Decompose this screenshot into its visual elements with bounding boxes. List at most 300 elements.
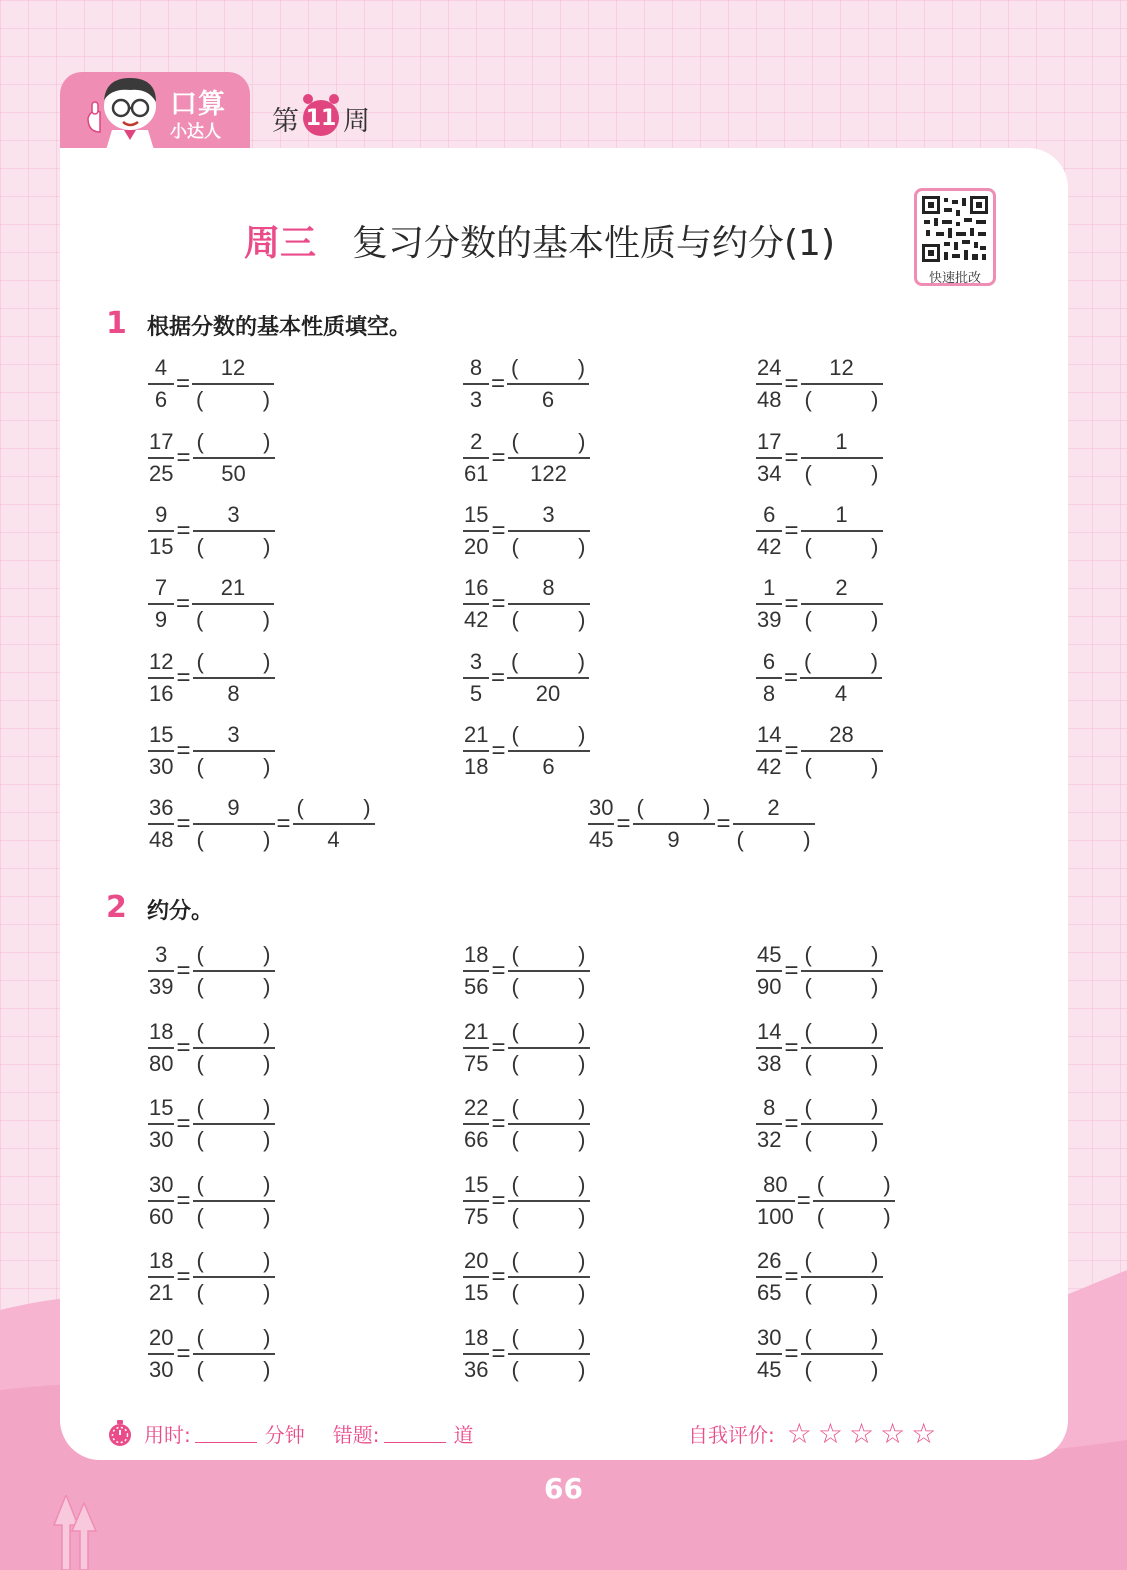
fill-in-exercise bbox=[148, 720, 275, 782]
fraction-numerator bbox=[463, 1323, 489, 1353]
answer-numerator[interactable] bbox=[193, 1093, 275, 1123]
section1-instruction: 根据分数的基本性质填空。 bbox=[147, 315, 412, 340]
fill-in-exercise bbox=[463, 720, 590, 782]
answer-fraction bbox=[508, 500, 590, 562]
left-paren: ( bbox=[511, 429, 519, 454]
answer-blank[interactable] bbox=[801, 1355, 883, 1385]
denominator-value: 45 bbox=[589, 826, 614, 852]
answer-numerator[interactable] bbox=[507, 647, 589, 677]
left-paren: ( bbox=[804, 1325, 812, 1350]
numerator-value: 2 bbox=[767, 795, 780, 820]
right-paren: ) bbox=[263, 429, 271, 454]
answer-numerator bbox=[192, 353, 274, 383]
fraction-numerator bbox=[762, 647, 776, 677]
answer-blank[interactable] bbox=[508, 1202, 590, 1232]
right-paren: ) bbox=[578, 1279, 586, 1305]
right-paren: ) bbox=[703, 795, 711, 820]
self-eval-label: 自我评价: bbox=[688, 1422, 775, 1447]
left-paren: ( bbox=[511, 1095, 519, 1120]
answer-fraction bbox=[508, 1017, 590, 1079]
given-fraction bbox=[463, 647, 489, 709]
answer-blank[interactable] bbox=[508, 532, 590, 562]
answer-numerator[interactable] bbox=[193, 940, 275, 970]
footer-left bbox=[106, 1418, 474, 1448]
fill-in-exercise bbox=[463, 427, 590, 489]
answer-denominator bbox=[293, 825, 375, 855]
fraction-numerator bbox=[463, 1017, 489, 1047]
answer-denominator[interactable] bbox=[193, 1355, 275, 1385]
numerator-value: 45 bbox=[757, 942, 782, 967]
answer-fraction bbox=[801, 573, 883, 635]
fill-in-exercise bbox=[148, 500, 275, 562]
left-paren: ( bbox=[196, 1095, 204, 1120]
answer-blank[interactable] bbox=[508, 1323, 590, 1353]
answer-fraction bbox=[801, 1246, 883, 1308]
left-paren: ( bbox=[196, 942, 204, 967]
rating-stars[interactable]: ☆☆☆☆☆ bbox=[786, 1416, 943, 1450]
answer-numerator[interactable] bbox=[193, 1246, 275, 1276]
numerator-value: 7 bbox=[154, 575, 168, 600]
left-paren: ( bbox=[196, 1126, 204, 1152]
denominator-value: 42 bbox=[464, 606, 489, 632]
answer-blank[interactable] bbox=[193, 1278, 275, 1308]
denominator-value: 65 bbox=[757, 1279, 782, 1305]
answer-denominator[interactable] bbox=[193, 972, 275, 1002]
answer-blank[interactable] bbox=[633, 793, 715, 823]
answer-blank[interactable] bbox=[193, 1246, 275, 1276]
fraction-denominator bbox=[756, 605, 782, 635]
fraction-denominator bbox=[756, 459, 782, 489]
fraction-denominator bbox=[463, 1049, 489, 1079]
answer-blank[interactable] bbox=[801, 752, 883, 782]
answer-denominator[interactable] bbox=[193, 1049, 275, 1079]
answer-denominator[interactable] bbox=[801, 1278, 883, 1308]
answer-blank[interactable] bbox=[800, 647, 882, 677]
simplify-exercise bbox=[756, 1093, 883, 1155]
answer-denominator[interactable] bbox=[193, 532, 275, 562]
fraction-denominator bbox=[463, 1355, 489, 1385]
fraction-denominator bbox=[148, 752, 174, 782]
right-paren: ) bbox=[871, 973, 879, 999]
left-paren: ( bbox=[196, 1050, 204, 1076]
chain-exercise bbox=[148, 793, 375, 855]
numerator-value: 2 bbox=[835, 575, 848, 600]
answer-blank[interactable] bbox=[508, 1125, 590, 1155]
answer-fraction bbox=[801, 1093, 883, 1155]
answer-fraction bbox=[508, 940, 590, 1002]
equals-sign: = bbox=[491, 1109, 506, 1137]
numerator-value: 21 bbox=[464, 1019, 489, 1044]
answer-blank[interactable] bbox=[508, 1170, 590, 1200]
answer-numerator bbox=[192, 573, 274, 603]
fraction-numerator bbox=[762, 1170, 788, 1200]
fraction-denominator bbox=[756, 752, 782, 782]
answer-denominator[interactable] bbox=[801, 1125, 883, 1155]
answer-fraction bbox=[508, 1170, 590, 1232]
equals-sign: = bbox=[176, 1262, 191, 1290]
answer-numerator bbox=[801, 573, 883, 603]
answer-numerator bbox=[801, 720, 883, 750]
answer-numerator[interactable] bbox=[508, 1017, 590, 1047]
answer-numerator[interactable] bbox=[508, 1246, 590, 1276]
answer-blank[interactable] bbox=[801, 605, 883, 635]
answer-blank[interactable] bbox=[801, 1049, 883, 1079]
equals-sign: = bbox=[176, 1033, 191, 1061]
answer-denominator[interactable] bbox=[192, 385, 274, 415]
right-paren: ) bbox=[578, 1325, 586, 1350]
answer-denominator[interactable] bbox=[192, 605, 274, 635]
equals-sign: = bbox=[491, 956, 506, 984]
answer-numerator[interactable] bbox=[801, 1323, 883, 1353]
equals-sign: = bbox=[491, 1339, 506, 1367]
answer-blank[interactable] bbox=[507, 647, 589, 677]
answer-denominator[interactable] bbox=[193, 752, 275, 782]
answer-denominator[interactable] bbox=[193, 825, 275, 855]
answer-denominator[interactable] bbox=[508, 1202, 590, 1232]
answer-blank[interactable] bbox=[192, 605, 274, 635]
section1-number: 1 bbox=[106, 306, 127, 341]
right-paren: ) bbox=[871, 1095, 879, 1120]
answer-blank[interactable] bbox=[508, 1093, 590, 1123]
fraction-denominator bbox=[463, 532, 489, 562]
fraction-numerator bbox=[154, 573, 168, 603]
answer-blank[interactable] bbox=[801, 1093, 883, 1123]
answer-blank[interactable] bbox=[508, 1278, 590, 1308]
answer-blank[interactable] bbox=[801, 1125, 883, 1155]
answer-denominator[interactable] bbox=[733, 825, 815, 855]
given-fraction bbox=[463, 1017, 489, 1079]
answer-blank[interactable] bbox=[508, 605, 590, 635]
answer-denominator[interactable] bbox=[801, 385, 883, 415]
numerator-value: 18 bbox=[149, 1248, 174, 1273]
right-paren: ) bbox=[263, 1203, 271, 1229]
denominator-value: 5 bbox=[469, 680, 483, 706]
answer-denominator[interactable] bbox=[813, 1202, 895, 1232]
answer-numerator[interactable] bbox=[801, 1246, 883, 1276]
left-paren: ( bbox=[636, 795, 644, 820]
denominator-value: 42 bbox=[757, 533, 782, 559]
left-paren: ( bbox=[196, 1279, 204, 1305]
answer-denominator[interactable] bbox=[508, 532, 590, 562]
answer-denominator[interactable] bbox=[801, 752, 883, 782]
answer-numerator[interactable] bbox=[813, 1170, 895, 1200]
denominator-value: 66 bbox=[464, 1126, 489, 1152]
page-number: 66 bbox=[544, 1472, 583, 1505]
answer-numerator[interactable] bbox=[633, 793, 715, 823]
given-fraction bbox=[463, 1093, 489, 1155]
answer-denominator[interactable] bbox=[508, 1125, 590, 1155]
given-fraction bbox=[756, 500, 782, 562]
answer-blank[interactable] bbox=[193, 1170, 275, 1200]
given-fraction bbox=[148, 427, 174, 489]
right-paren: ) bbox=[871, 386, 879, 412]
answer-denominator bbox=[193, 459, 275, 489]
fill-in-exercise bbox=[463, 647, 589, 709]
right-paren: ) bbox=[871, 460, 879, 486]
answer-denominator bbox=[800, 679, 882, 709]
right-paren: ) bbox=[578, 429, 586, 454]
answer-blank[interactable] bbox=[801, 940, 883, 970]
given-fraction bbox=[148, 1017, 174, 1079]
answer-numerator[interactable] bbox=[508, 1323, 590, 1353]
answer-numerator[interactable] bbox=[508, 1170, 590, 1200]
answer-blank[interactable] bbox=[193, 1049, 275, 1079]
answer-denominator[interactable] bbox=[801, 459, 883, 489]
answer-fraction bbox=[193, 1017, 275, 1079]
answer-blank[interactable] bbox=[508, 972, 590, 1002]
numerator-value: 2 bbox=[470, 429, 483, 454]
left-paren: ( bbox=[296, 795, 304, 820]
left-paren: ( bbox=[511, 1356, 519, 1382]
numerator-value: 12 bbox=[149, 649, 174, 674]
answer-denominator[interactable] bbox=[508, 1049, 590, 1079]
numerator-value: 15 bbox=[464, 502, 489, 527]
denominator-value: 15 bbox=[464, 1279, 489, 1305]
answer-blank[interactable] bbox=[508, 1017, 590, 1047]
right-paren: ) bbox=[578, 942, 586, 967]
denominator-value: 18 bbox=[464, 753, 489, 779]
given-fraction bbox=[756, 1017, 782, 1079]
denominator-value: 61 bbox=[464, 460, 489, 486]
answer-fraction bbox=[507, 353, 589, 415]
right-paren: ) bbox=[263, 649, 271, 674]
fraction-numerator bbox=[154, 940, 168, 970]
answer-blank[interactable] bbox=[801, 385, 883, 415]
answer-numerator[interactable] bbox=[193, 1323, 275, 1353]
right-paren: ) bbox=[263, 1019, 271, 1044]
answer-blank[interactable] bbox=[193, 532, 275, 562]
right-paren: ) bbox=[871, 1248, 879, 1273]
right-paren: ) bbox=[871, 1356, 879, 1382]
answer-numerator bbox=[508, 500, 590, 530]
answer-fraction bbox=[193, 500, 275, 562]
answer-numerator bbox=[193, 500, 275, 530]
given-fraction bbox=[756, 647, 782, 709]
answer-blank[interactable] bbox=[192, 385, 274, 415]
left-paren: ( bbox=[511, 1126, 519, 1152]
answer-numerator[interactable] bbox=[508, 1093, 590, 1123]
left-paren: ( bbox=[511, 649, 519, 674]
time-input[interactable] bbox=[195, 1423, 257, 1443]
fraction-denominator bbox=[762, 679, 776, 709]
answer-numerator bbox=[801, 353, 883, 383]
fraction-denominator bbox=[148, 1202, 174, 1232]
answer-numerator[interactable] bbox=[193, 647, 275, 677]
answer-fraction bbox=[813, 1170, 895, 1232]
given-fraction bbox=[463, 1246, 489, 1308]
equals-sign: = bbox=[784, 1033, 799, 1061]
answer-denominator[interactable] bbox=[193, 1125, 275, 1155]
answer-blank[interactable] bbox=[801, 1323, 883, 1353]
answer-denominator[interactable] bbox=[193, 1278, 275, 1308]
answer-blank[interactable] bbox=[193, 1017, 275, 1047]
equals-sign: = bbox=[276, 809, 291, 837]
fraction-denominator bbox=[148, 679, 174, 709]
right-paren: ) bbox=[871, 1325, 879, 1350]
answer-blank[interactable] bbox=[193, 940, 275, 970]
fraction-denominator bbox=[148, 1355, 174, 1385]
equals-sign: = bbox=[716, 809, 731, 837]
answer-numerator[interactable] bbox=[508, 940, 590, 970]
right-paren: ) bbox=[263, 1279, 271, 1305]
fill-in-exercise bbox=[463, 500, 590, 562]
answer-denominator[interactable] bbox=[801, 532, 883, 562]
fraction-numerator bbox=[588, 793, 614, 823]
answer-blank[interactable] bbox=[801, 1278, 883, 1308]
answer-blank[interactable] bbox=[193, 1093, 275, 1123]
fraction-numerator bbox=[463, 573, 489, 603]
simplify-exercise bbox=[148, 1170, 275, 1232]
answer-blank[interactable] bbox=[507, 353, 589, 383]
equals-sign: = bbox=[176, 1339, 191, 1367]
equals-sign: = bbox=[176, 589, 191, 617]
answer-blank[interactable] bbox=[508, 427, 590, 457]
left-paren: ( bbox=[196, 973, 204, 999]
numerator-value: 14 bbox=[757, 1019, 782, 1044]
answer-numerator[interactable] bbox=[507, 353, 589, 383]
answer-numerator[interactable] bbox=[193, 427, 275, 457]
fraction-denominator bbox=[148, 1125, 174, 1155]
answer-blank[interactable] bbox=[813, 1202, 895, 1232]
answer-denominator[interactable] bbox=[801, 605, 883, 635]
left-paren: ( bbox=[804, 649, 812, 674]
denominator-value: 4 bbox=[834, 680, 848, 706]
equals-sign: = bbox=[784, 1109, 799, 1137]
left-paren: ( bbox=[511, 1279, 519, 1305]
answer-denominator[interactable] bbox=[508, 1355, 590, 1385]
answer-denominator[interactable] bbox=[193, 1202, 275, 1232]
equals-sign: = bbox=[784, 956, 799, 984]
equals-sign: = bbox=[796, 1186, 811, 1214]
answer-blank[interactable] bbox=[193, 752, 275, 782]
answer-blank[interactable] bbox=[193, 825, 275, 855]
denominator-value: 60 bbox=[149, 1203, 174, 1229]
fraction-denominator bbox=[588, 825, 614, 855]
denominator-value: 38 bbox=[757, 1050, 782, 1076]
denominator-value: 30 bbox=[149, 753, 174, 779]
fraction-numerator bbox=[463, 1246, 489, 1276]
right-paren: ) bbox=[363, 795, 371, 820]
answer-blank[interactable] bbox=[193, 1125, 275, 1155]
right-paren: ) bbox=[578, 1172, 586, 1197]
right-paren: ) bbox=[870, 649, 879, 674]
answer-blank[interactable] bbox=[193, 427, 275, 457]
answer-blank[interactable] bbox=[813, 1170, 895, 1200]
answer-numerator[interactable] bbox=[508, 720, 590, 750]
fill-in-exercise bbox=[148, 427, 275, 489]
answer-numerator[interactable] bbox=[800, 647, 882, 677]
left-paren: ( bbox=[816, 1172, 825, 1197]
answer-blank[interactable] bbox=[508, 940, 590, 970]
fraction-numerator bbox=[154, 500, 168, 530]
answer-numerator[interactable] bbox=[801, 1017, 883, 1047]
right-paren: ) bbox=[263, 942, 271, 967]
fraction-numerator bbox=[148, 427, 174, 457]
answer-numerator[interactable] bbox=[293, 793, 375, 823]
answer-numerator[interactable] bbox=[508, 427, 590, 457]
answer-numerator[interactable] bbox=[801, 1093, 883, 1123]
fraction-numerator bbox=[469, 647, 483, 677]
simplify-exercise bbox=[463, 1170, 590, 1232]
answer-denominator[interactable] bbox=[801, 1355, 883, 1385]
answer-blank[interactable] bbox=[193, 1202, 275, 1232]
fraction-numerator bbox=[756, 940, 782, 970]
equals-sign: = bbox=[491, 443, 506, 471]
left-paren: ( bbox=[804, 1356, 812, 1382]
left-paren: ( bbox=[804, 1279, 812, 1305]
answer-numerator[interactable] bbox=[193, 1017, 275, 1047]
answer-blank[interactable] bbox=[193, 647, 275, 677]
equals-sign: = bbox=[616, 809, 631, 837]
denominator-value: 39 bbox=[149, 973, 174, 999]
answer-blank[interactable] bbox=[293, 793, 375, 823]
fraction-denominator bbox=[756, 1202, 795, 1232]
denominator-value: 90 bbox=[757, 973, 782, 999]
answer-fraction bbox=[193, 1323, 275, 1385]
answer-blank[interactable] bbox=[801, 1017, 883, 1047]
left-paren: ( bbox=[511, 973, 519, 999]
denominator-value: 20 bbox=[535, 680, 561, 706]
denominator-value: 122 bbox=[530, 460, 567, 486]
answer-denominator[interactable] bbox=[801, 1049, 883, 1079]
fill-in-exercise bbox=[756, 647, 882, 709]
left-paren: ( bbox=[804, 973, 812, 999]
answer-blank[interactable] bbox=[193, 1355, 275, 1385]
answer-blank[interactable] bbox=[733, 825, 815, 855]
simplify-exercise bbox=[756, 940, 883, 1002]
numerator-value: 21 bbox=[220, 575, 246, 600]
numerator-value: 22 bbox=[464, 1095, 489, 1120]
answer-blank[interactable] bbox=[801, 972, 883, 1002]
right-paren: ) bbox=[263, 973, 271, 999]
answer-numerator[interactable] bbox=[193, 1170, 275, 1200]
left-paren: ( bbox=[804, 606, 812, 632]
denominator-value: 4 bbox=[327, 826, 340, 852]
right-paren: ) bbox=[262, 386, 271, 412]
answer-denominator bbox=[508, 459, 590, 489]
answer-fraction bbox=[633, 793, 715, 855]
answer-blank[interactable] bbox=[508, 1049, 590, 1079]
answer-blank[interactable] bbox=[193, 1323, 275, 1353]
answer-denominator[interactable] bbox=[801, 972, 883, 1002]
page-title-day: 周三 bbox=[244, 222, 317, 264]
answer-denominator[interactable] bbox=[508, 972, 590, 1002]
answer-blank[interactable] bbox=[508, 1246, 590, 1276]
answer-blank[interactable] bbox=[801, 459, 883, 489]
right-paren: ) bbox=[263, 1248, 271, 1273]
answer-denominator[interactable] bbox=[508, 605, 590, 635]
answer-fraction bbox=[801, 720, 883, 782]
time-label: 用时: bbox=[144, 1422, 191, 1447]
given-fraction bbox=[756, 1323, 782, 1385]
errors-input[interactable] bbox=[384, 1423, 446, 1443]
answer-blank[interactable] bbox=[193, 972, 275, 1002]
equals-sign: = bbox=[176, 1109, 191, 1137]
given-fraction bbox=[148, 353, 174, 415]
answer-blank[interactable] bbox=[508, 1355, 590, 1385]
given-fraction bbox=[463, 353, 489, 415]
fraction-numerator bbox=[148, 1323, 174, 1353]
numerator-value: 8 bbox=[542, 575, 555, 600]
answer-numerator[interactable] bbox=[801, 940, 883, 970]
equals-sign: = bbox=[784, 589, 799, 617]
answer-fraction bbox=[193, 1246, 275, 1308]
equals-sign: = bbox=[784, 369, 799, 397]
answer-blank[interactable] bbox=[508, 720, 590, 750]
answer-blank[interactable] bbox=[801, 532, 883, 562]
answer-blank[interactable] bbox=[801, 1246, 883, 1276]
answer-denominator[interactable] bbox=[508, 1278, 590, 1308]
